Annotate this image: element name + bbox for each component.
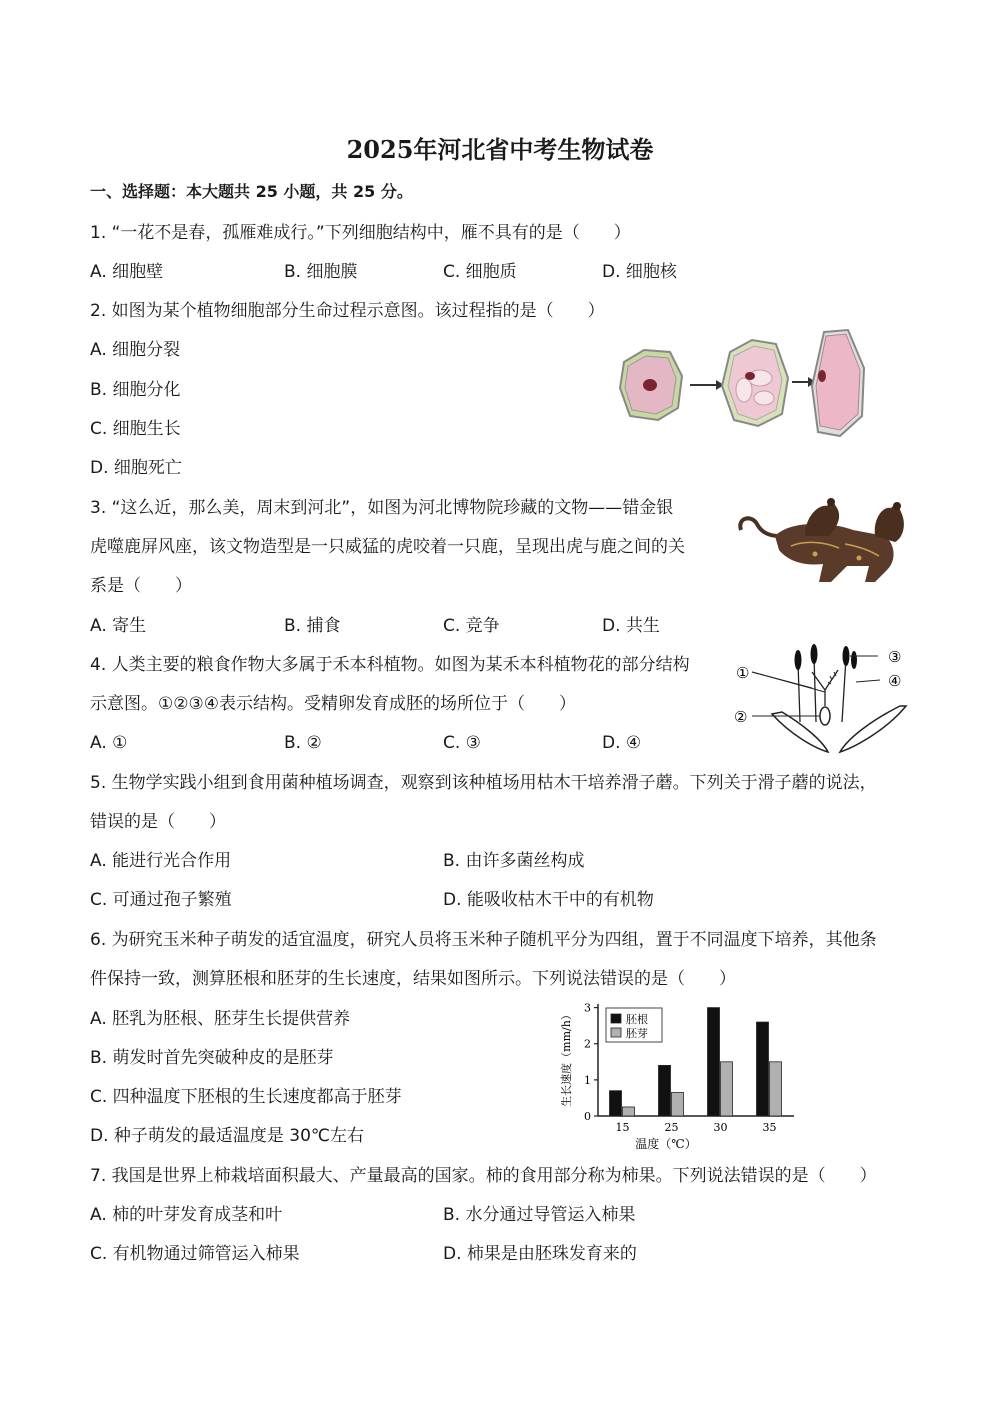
tiger-deer-artifact-image <box>735 496 915 588</box>
q7-option-b: B. 水分通过导管运入柿果 <box>443 1205 636 1225</box>
large-cell-image <box>812 330 864 436</box>
y-axis-label: 生长速度（mm/h） <box>560 1009 573 1107</box>
q6-option-c: C. 四种温度下胚根的生长速度都高于胚芽 <box>90 1087 402 1107</box>
q3-option-c: C. 竞争 <box>443 616 500 636</box>
question-5-stem-line-2: 错误的是（ ） <box>90 812 226 832</box>
question-1-stem: 1. “一花不是春，孤雁难成行。”下列细胞结构中，雁不具有的是（ ） <box>90 223 631 243</box>
q7-option-a: A. 柿的叶芽发育成茎和叶 <box>90 1205 283 1225</box>
q5-option-d: D. 能吸收枯木干中的有机物 <box>443 890 654 910</box>
question-4-stem-line-2: 示意图。①②③④表示结构。受精卵发育成胚的场所位于（ ） <box>90 694 576 714</box>
q4-option-d: D. ④ <box>602 733 642 753</box>
y-tick-label: 3 <box>584 1001 591 1015</box>
legend-swatch <box>611 1014 621 1023</box>
label-2: ② <box>734 708 748 726</box>
arrow-icon <box>690 380 724 390</box>
label-3: ③ <box>888 648 902 666</box>
y-tick-label: 2 <box>584 1037 591 1051</box>
q6-option-d: D. 种子萌发的最适温度是 30℃左右 <box>90 1126 365 1146</box>
q3-option-a: A. 寄生 <box>90 616 147 636</box>
question-6-stem-line-1: 6. 为研究玉米种子萌发的适宜温度，研究人员将玉米种子随机平分为四组，置于不同温度下培养，其他条 <box>90 930 877 950</box>
q2-option-a: A. 细胞分裂 <box>90 340 181 360</box>
q4-option-c: C. ③ <box>443 733 481 753</box>
q1-option-b: B. 细胞膜 <box>284 262 358 282</box>
bar-胚根-25 <box>659 1065 671 1116</box>
q1-option-a: A. 细胞壁 <box>90 262 164 282</box>
cell-growth-figure <box>612 328 872 438</box>
bar-胚根-15 <box>610 1091 622 1116</box>
bar-胚芽-15 <box>623 1107 635 1116</box>
germination-speed-chart <box>556 996 806 1156</box>
q2-option-c: C. 细胞生长 <box>90 419 181 439</box>
bar-胚芽-35 <box>770 1062 782 1116</box>
bar-胚根-30 <box>708 1008 720 1116</box>
x-tick-label: 35 <box>762 1121 777 1134</box>
grass-flower-diagram <box>730 642 915 757</box>
q4-option-a: A. ① <box>90 733 128 753</box>
q6-option-b: B. 萌发时首先突破种皮的是胚芽 <box>90 1048 334 1068</box>
question-5-stem-line-1: 5. 生物学实践小组到食用菌种植场调查，观察到该种植场用枯木干培养滑子蘑。下列关于滑子蘑的说法， <box>90 773 877 793</box>
question-6-stem-line-2: 件保持一致，测算胚根和胚芽的生长速度，结果如图所示。下列说法错误的是（ ） <box>90 969 736 989</box>
question-3-stem-line-3: 系是（ ） <box>90 576 192 596</box>
bar-胚芽-30 <box>721 1062 733 1116</box>
section-heading: 一、选择题：本大题共 25 小题，共 25 分。 <box>90 182 413 201</box>
x-tick-label: 25 <box>664 1121 679 1134</box>
q3-option-b: B. 捕食 <box>284 616 341 636</box>
x-tick-label: 30 <box>713 1121 728 1134</box>
label-1: ① <box>736 664 750 682</box>
y-tick-label: 0 <box>584 1110 591 1123</box>
legend-label: 胚芽 <box>626 1027 648 1040</box>
bar-胚芽-25 <box>672 1093 684 1116</box>
q6-option-a: A. 胚乳为胚根、胚芽生长提供营养 <box>90 1009 351 1029</box>
q5-option-c: C. 可通过孢子繁殖 <box>90 890 232 910</box>
q3-option-d: D. 共生 <box>602 616 660 636</box>
small-cell-image <box>620 350 682 420</box>
bar-胚根-35 <box>757 1022 769 1116</box>
question-4-stem-line-1: 4. 人类主要的粮食作物大多属于禾本科植物。如图为某禾本科植物花的部分结构 <box>90 655 690 675</box>
question-7-stem: 7. 我国是世界上柿栽培面积最大、产量最高的国家。柿的食用部分称为柿果。下列说法错误的是（ ） <box>90 1166 877 1186</box>
q5-option-a: A. 能进行光合作用 <box>90 851 232 871</box>
question-2-stem: 2. 如图为某个植物细胞部分生命过程示意图。该过程指的是（ ） <box>90 301 605 321</box>
x-tick-label: 15 <box>615 1121 630 1134</box>
x-axis-label: 温度（℃） <box>635 1137 697 1151</box>
label-4: ④ <box>888 672 902 690</box>
medium-cell-image <box>722 340 788 426</box>
q7-option-c: C. 有机物通过筛管运入柿果 <box>90 1244 300 1264</box>
q1-option-d: D. 细胞核 <box>602 262 677 282</box>
q1-option-c: C. 细胞质 <box>443 262 517 282</box>
question-3-stem-line-2: 虎噬鹿屏风座，该文物造型是一只威猛的虎咬着一只鹿，呈现出虎与鹿之间的关 <box>90 537 685 557</box>
y-tick-label: 1 <box>584 1073 591 1087</box>
chart-legend <box>606 1008 662 1042</box>
q7-option-d: D. 柿果是由胚珠发育来的 <box>443 1244 637 1264</box>
question-3-stem-line-1: 3. “这么近，那么美，周末到河北”，如图为河北博物院珍藏的文物——错金银 <box>90 498 674 518</box>
page-title: 2025年河北省中考生物试卷 <box>346 135 654 164</box>
q4-option-b: B. ② <box>284 733 322 753</box>
q2-option-b: B. 细胞分化 <box>90 380 181 400</box>
q2-option-d: D. 细胞死亡 <box>90 458 182 478</box>
legend-label: 胚根 <box>626 1013 648 1026</box>
legend-swatch <box>611 1028 621 1037</box>
q5-option-b: B. 由许多菌丝构成 <box>443 851 585 871</box>
